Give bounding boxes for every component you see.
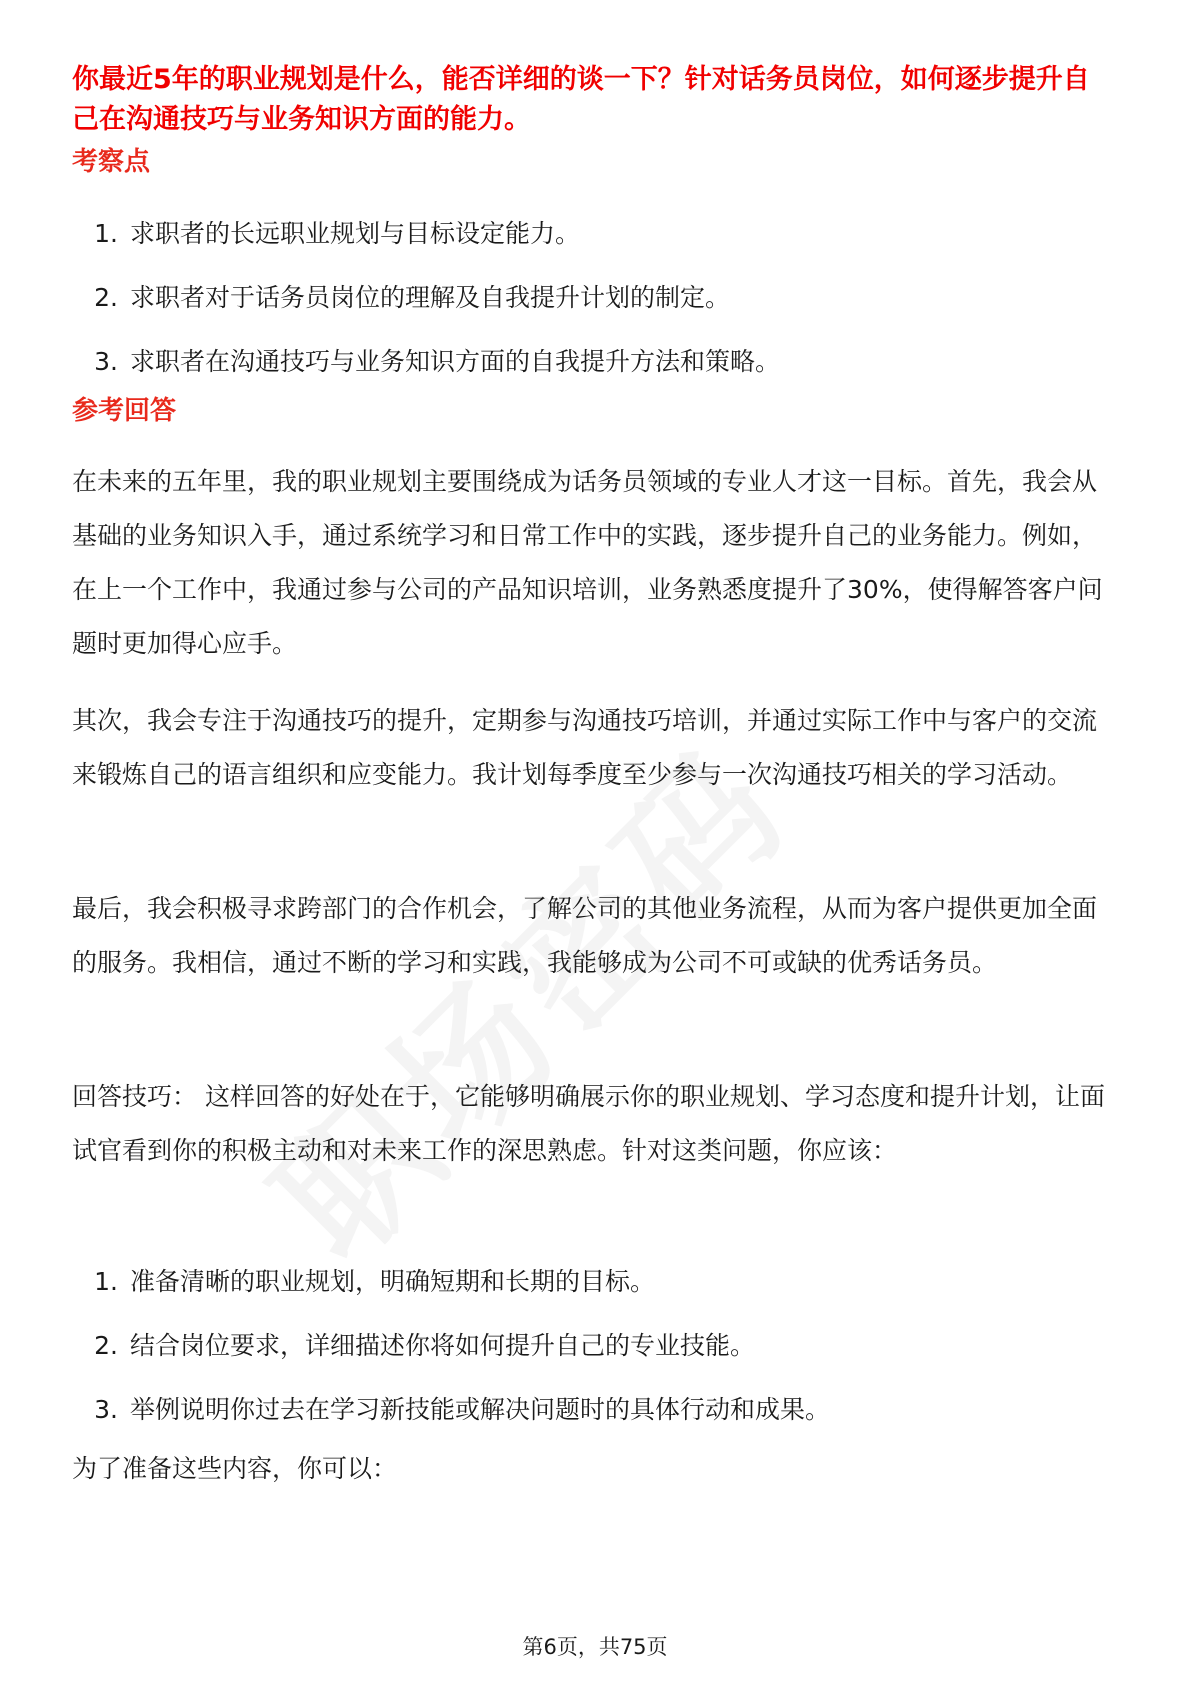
- page-number: 第6页，共75页: [522, 1635, 668, 1659]
- list-item: [72, 202, 1122, 266]
- list-number: 1.: [94, 219, 118, 248]
- list-item: [72, 1250, 1122, 1314]
- answer-paragraph-2: 其次，我会专注于沟通技巧的提升，定期参与沟通技巧培训，并通过实际工作中与客户的交流来锻炼自己的语言组织和应变能力。我计划每季度至少参与一次沟通技巧相关的学习活动。: [72, 706, 1098, 789]
- question-title: 你最近5年的职业规划是什么，能否详细的谈一下？针对话务员岗位，如何逐步提升自己在沟通技巧与业务知识方面的能力。: [72, 64, 1090, 135]
- answer-paragraph-3: 最后，我会积极寻求跨部门的合作机会，了解公司的其他业务流程，从而为客户提供更加全面的服务。我相信，通过不断的学习和实践，我能够成为公司不可或缺的优秀话务员。: [72, 894, 1098, 977]
- list-number: 3.: [94, 347, 118, 376]
- tips-list: [72, 1250, 1122, 1442]
- list-number: 1.: [94, 1267, 118, 1296]
- list-text: 准备清晰的职业规划，明确短期和长期的目标。: [130, 1267, 656, 1296]
- list-item: [72, 266, 1122, 330]
- list-item: [72, 1378, 1122, 1442]
- closing-line: 为了准备这些内容，你可以：: [72, 1454, 398, 1483]
- list-number: 2.: [94, 1331, 118, 1360]
- list-text: 求职者的长远职业规划与目标设定能力。: [130, 219, 581, 248]
- answer-tips-paragraph: 回答技巧： 这样回答的好处在于，它能够明确展示你的职业规划、学习态度和提升计划，让面试官看到你的积极主动和对未来工作的深思熟虑。针对这类问题，你应该：: [72, 1082, 1105, 1165]
- answer-heading: 参考回答: [72, 396, 177, 426]
- answer-paragraph-1: 在未来的五年里，我的职业规划主要围绕成为话务员领域的专业人才这一目标。首先，我会从基础的业务知识入手，通过系统学习和日常工作中的实践，逐步提升自己的业务能力。例如，在上一个工作中，我通过参与公司的产品知识培训，业务熟悉度提升了30%，使得解答客户问题时更加得心应手。: [72, 467, 1103, 658]
- list-number: 3.: [94, 1395, 118, 1424]
- list-text: 求职者在沟通技巧与业务知识方面的自我提升方法和策略。: [130, 347, 781, 376]
- list-text: 举例说明你过去在学习新技能或解决问题时的具体行动和成果。: [130, 1395, 831, 1424]
- points-list: [72, 202, 1122, 394]
- list-text: 结合岗位要求，详细描述你将如何提升自己的专业技能。: [130, 1331, 756, 1360]
- list-item: [72, 330, 1122, 394]
- list-number: 2.: [94, 283, 118, 312]
- list-text: 求职者对于话务员岗位的理解及自我提升计划的制定。: [130, 283, 731, 312]
- list-item: [72, 1314, 1122, 1378]
- points-heading: 考察点: [72, 147, 151, 177]
